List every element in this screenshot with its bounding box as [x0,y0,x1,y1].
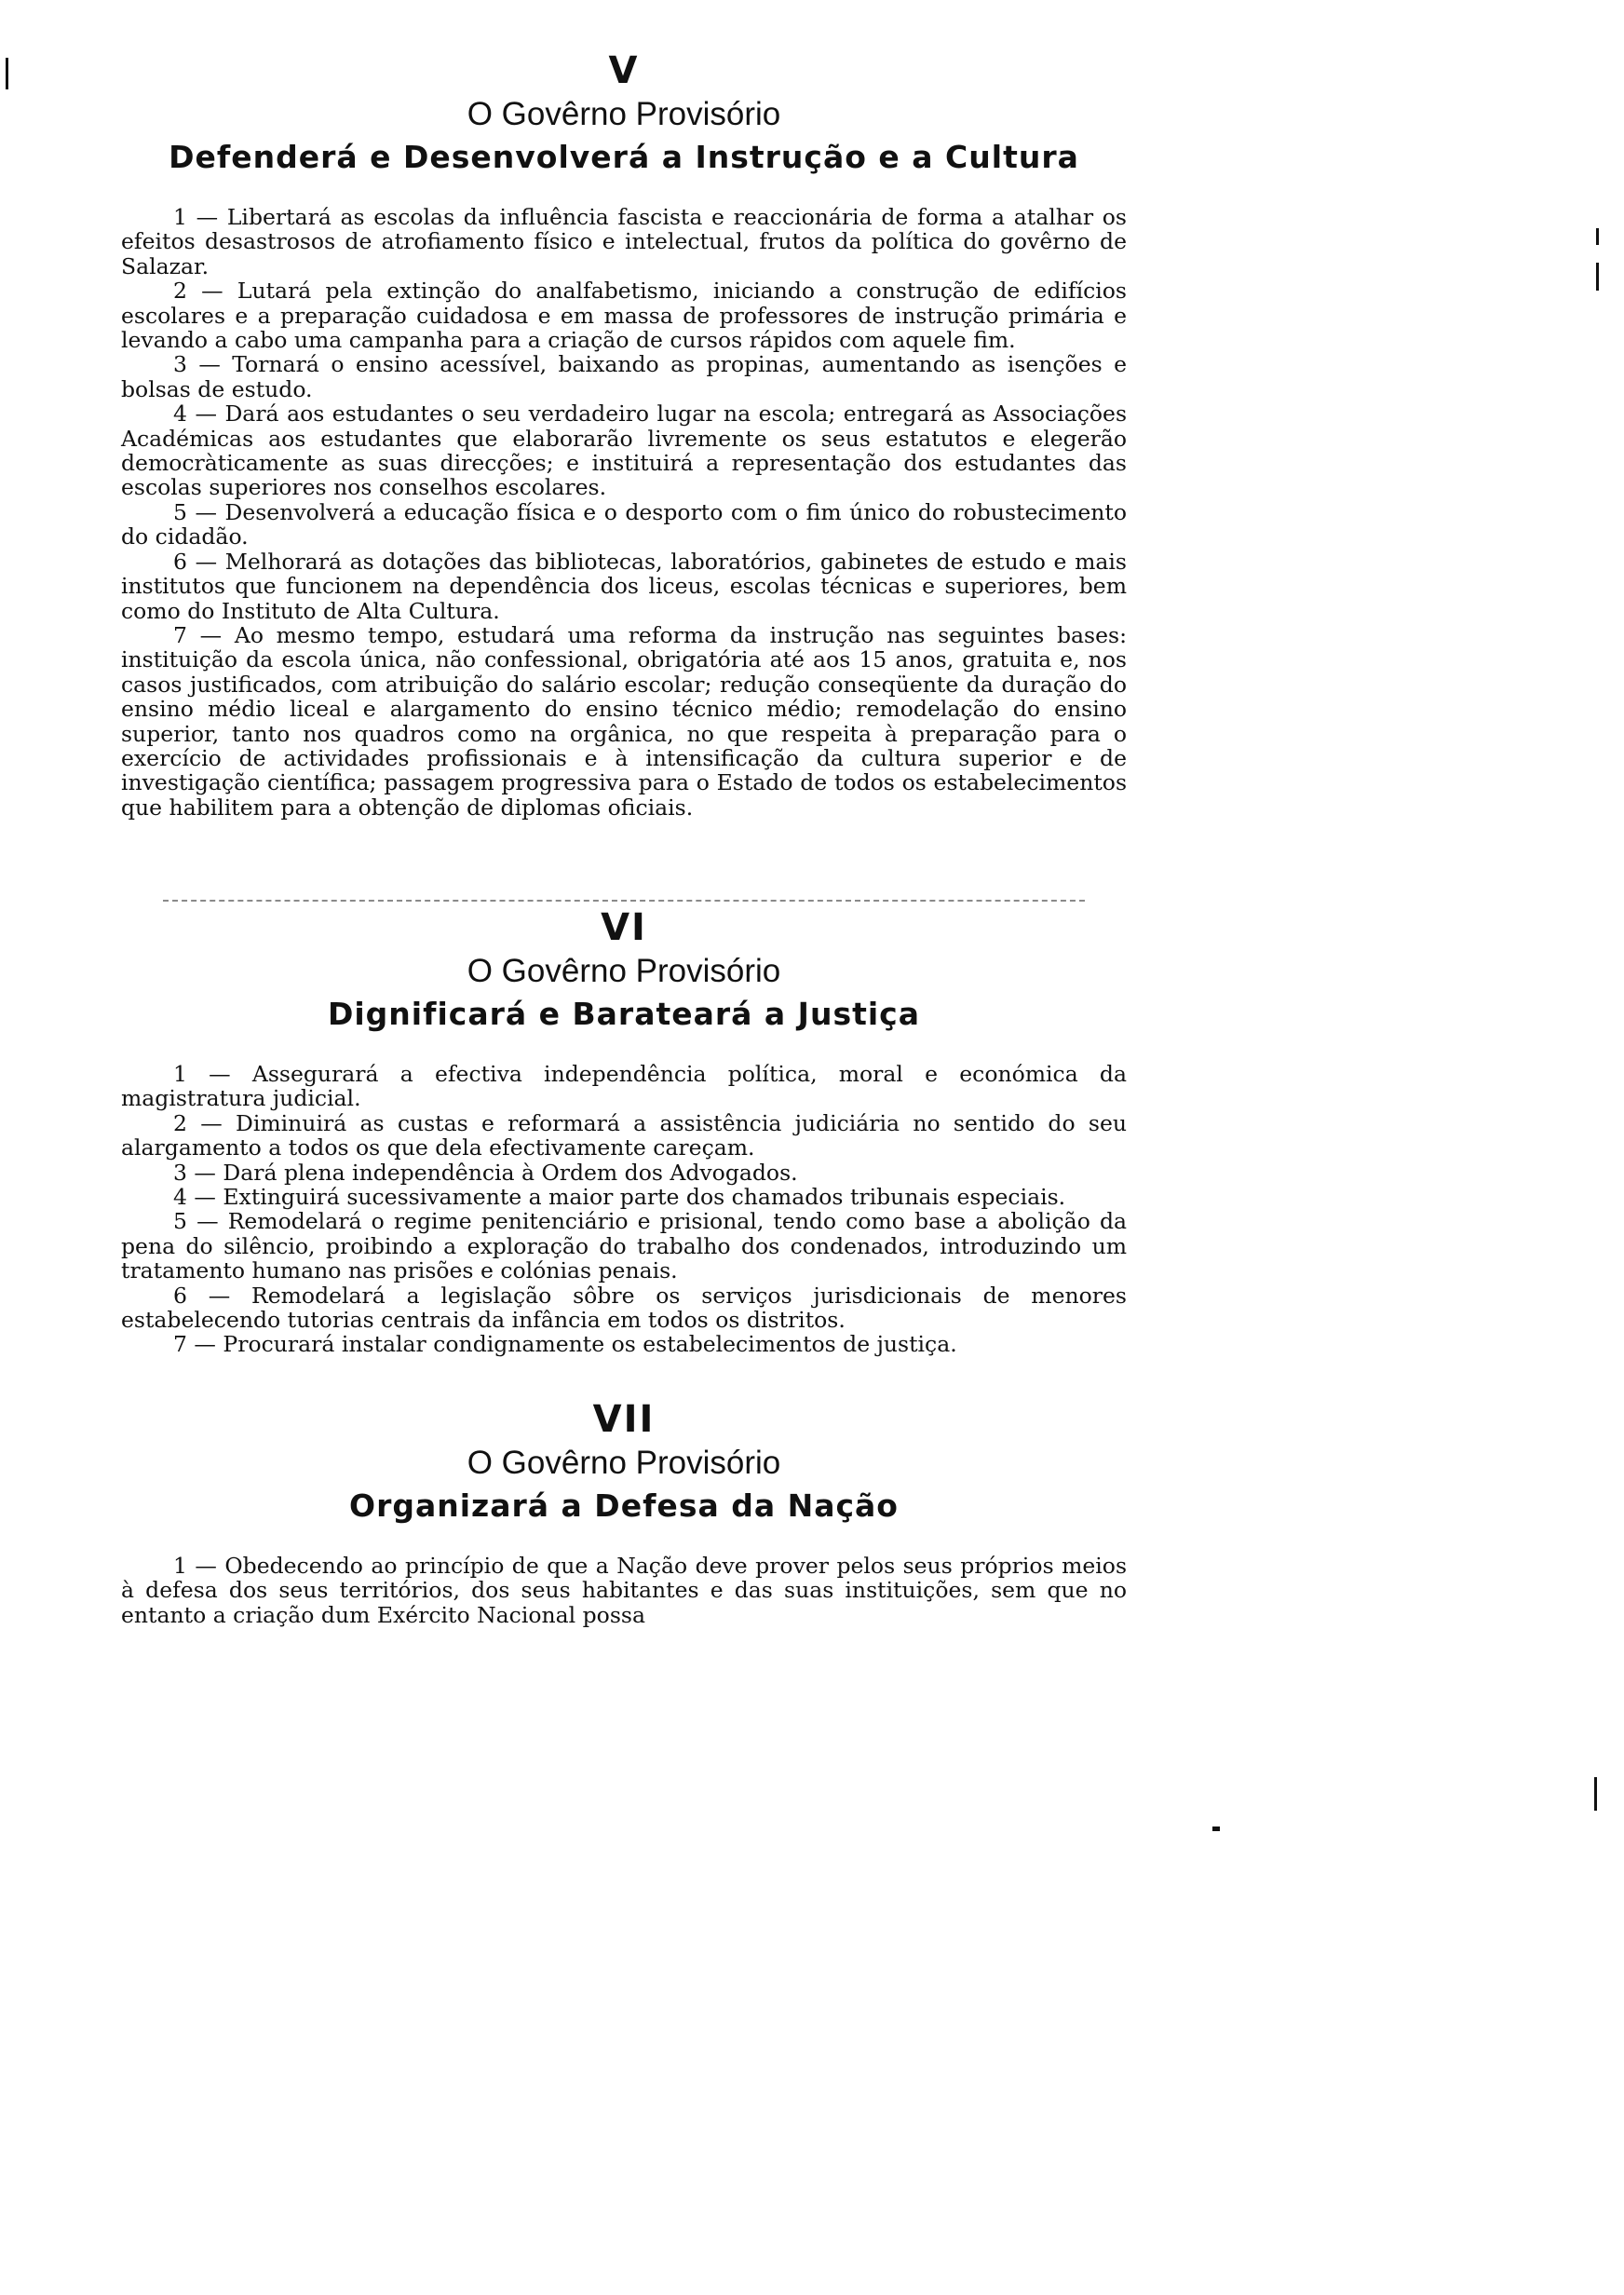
item-list [121,205,1127,820]
section-heading: Dignificará e Barateará a Justiça [327,996,921,1032]
scan-speck [6,58,8,89]
section-vii [121,1397,1127,1627]
list-item: 4 — Dará aos estudantes o seu verdadeiro lugar na escola; entregará as Associações Académicas aos estudantes que elaborarão livremente os seus estatutos e elegerão democràticamente as suas direcções; e instituirá a representação dos estudantes das escolas superiores nos conselhos escolares. [121,401,1127,501]
scan-speck [1594,1777,1597,1811]
list-item: 3 — Dará plena independência à Ordem dos Advogados. [173,1159,798,1186]
list-item: 7 — Ao mesmo tempo, estudará uma reforma da instrução nas seguintes bases: instituição da escola única, não confessional, obrigatória até aos 15 anos, gratuita e, nos casos justificados, com atribuição do salário escolar; redução conseqüente da duração do ensino médio liceal e alargamento do ensino técnico médio; remodelação do ensino superior, tanto nos quadros como na orgânica, no que respeita à preparação para o exercício de actividades profissionais e à intensificação da cultura superior e de investigação científica; passagem progressiva para o Estado de todos os estabelecimentos que habilitem para a obtenção de diplomas oficiais. [121,621,1127,821]
list-item: 1 — Assegurará a efectiva independência política, moral e económica da magistratura judicial. [121,1061,1127,1112]
item-list [121,1554,1127,1627]
section-heading: Defenderá e Desenvolverá a Instrução e a Cultura [169,139,1079,175]
list-item: 6 — Remodelará a legislação sôbre os serviços jurisdicionais de menores estabelecendo tutorias centrais da infância em todos os distritos. [121,1282,1127,1334]
list-item: 6 — Melhorará as dotações das bibliotecas, laboratórios, gabinetes de estudo e mais institutos que funcionem na dependência dos liceus, escolas técnicas e superiores, bem como do Instituto de Alta Cultura. [121,548,1127,624]
section-divider [163,900,1085,902]
section-heading: Organizará a Defesa da Nação [349,1487,899,1524]
section-subtitle: O Govêrno Provisório [467,96,781,132]
list-item: 7 — Procurará instalar condignamente os estabelecimentos de justiça. [173,1331,957,1358]
list-item: 5 — Desenvolverá a educação física e o desporto com o fim único do robustecimento do cidadão. [121,498,1127,550]
section-vi [121,905,1127,1357]
section-numeral: VI [601,906,647,949]
scan-speck [1596,228,1599,245]
list-item: 1 — Libertará as escolas da influência fascista e reaccionária de forma a atalhar os efeitos desastrosos de atrofiamento físico e intelectual, frutos da política do govêrno de Salazar. [121,204,1127,279]
list-item: 5 — Remodelará o regime penitenciário e prisional, tendo como base a abolição da pena do silêncio, proibindo a exploração do trabalho dos condenados, introduzindo um tratamento humano nas prisões e colónias penais. [121,1208,1128,1284]
section-v [121,48,1127,820]
list-item: 1 — Obedecendo ao princípio de que a Nação deve prover pelos seus próprios meios à defesa dos seus territórios, dos seus habitantes e das suas instituições, sem que no entanto a criação dum Exército Nacional possa [121,1553,1128,1628]
section-numeral: V [608,49,640,92]
section-subtitle: O Govêrno Provisório [467,1445,781,1481]
list-item: 2 — Lutará pela extinção do analfabetismo, iniciando a construção de edifícios escolares e a preparação cuidadosa e em massa de professores de instrução primária e levando a cabo uma campanha para a criação de cursos rápidos com aquele fim. [121,278,1127,354]
section-numeral: VII [592,1398,656,1441]
list-item: 4 — Extinguirá sucessivamente a maior parte dos chamados tribunais especiais. [173,1184,1066,1211]
scan-speck [1596,263,1599,291]
item-list [121,1062,1127,1357]
section-subtitle: O Govêrno Provisório [467,953,781,989]
scan-speck [1212,1826,1220,1831]
list-item: 3 — Tornará o ensino acessível, baixando as propinas, aumentando as isenções e bolsas de estudo. [121,351,1127,402]
list-item: 2 — Diminuirá as custas e reformará a assistência judiciária no sentido do seu alargamento a todos os que dela efectivamente careçam. [121,1109,1127,1161]
